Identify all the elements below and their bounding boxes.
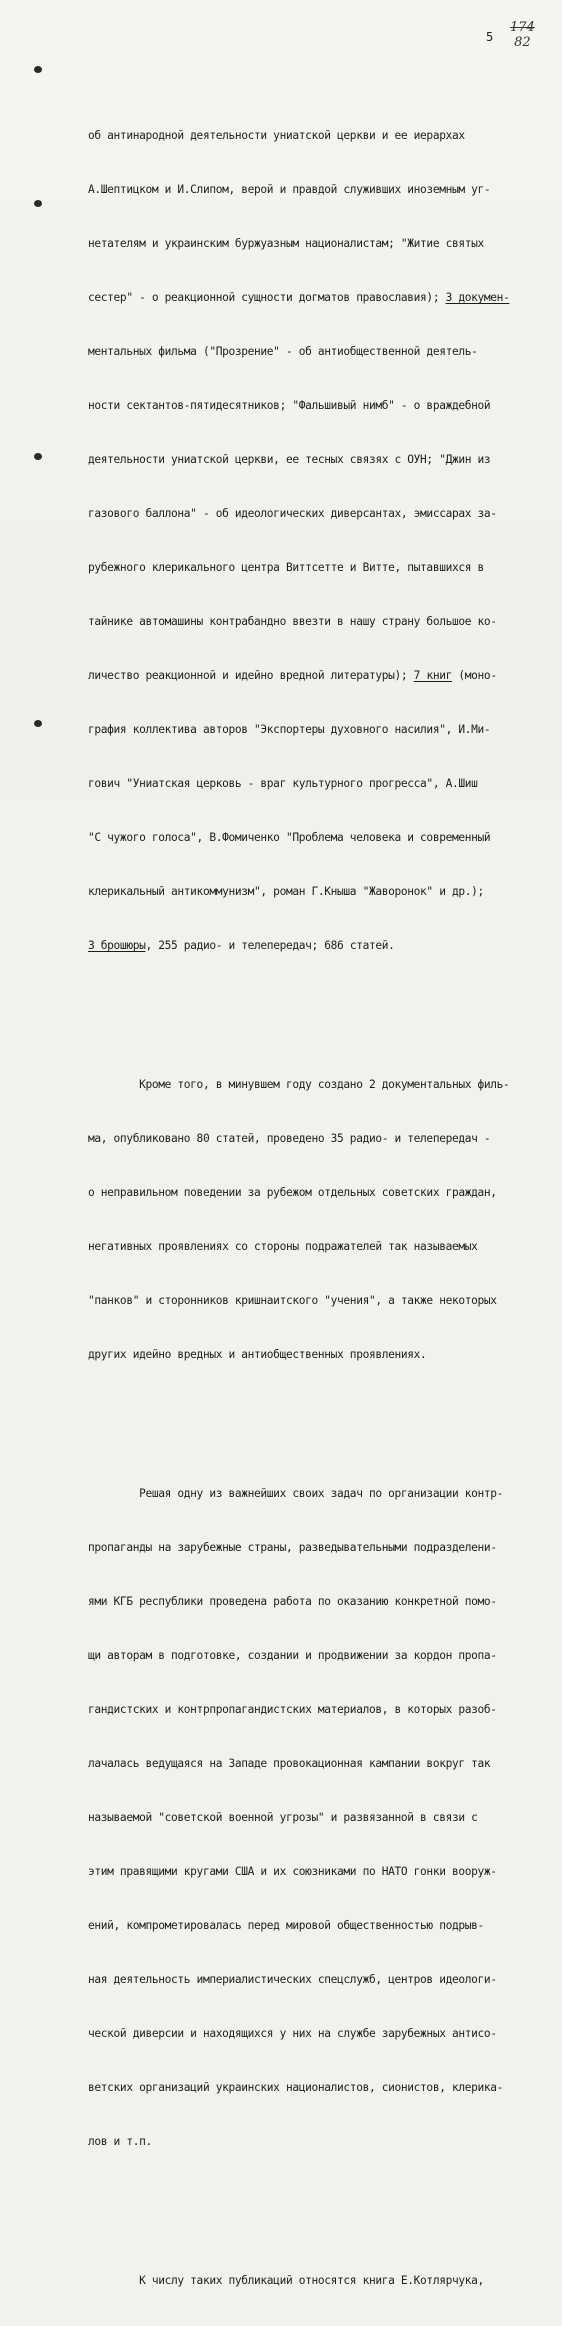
text-line (88, 667, 528, 685)
text-line: газового баллона" - об идеологических диверсантах, эмиссарах за- (88, 507, 497, 520)
text-line: ности сектантов-пятидесятников; "Фальшивый нимб" - о враждебной (88, 399, 491, 412)
page-number: 5 (486, 30, 494, 44)
text-line: графия коллектива авторов "Экспортеры духовного насилия", И.Ми- (88, 723, 491, 736)
text-line: этим правящими кругами США и их союзниками по НАТО гонки вооруж- (88, 1865, 497, 1878)
text-line: ная деятельность империалистических спецслужб, центров идеологи- (88, 1973, 497, 1986)
underlined-count: 3 докумен- (445, 291, 510, 304)
text-line: об антинародной деятельности униатской церкви и ее иерархах (88, 129, 465, 142)
text-line: рубежного клерикального центра Виттсетте и Витте, пытавшихся в (88, 561, 484, 574)
text-line: ментальных фильма ("Прозрение" - об антиобщественной деятель- (88, 345, 478, 358)
text-line: Решая одну из важнейших своих задач по организации контр- (88, 1487, 504, 1500)
archive-folio-number (510, 20, 535, 50)
text-line: других идейно вредных и антиобщественных проявлениях. (88, 1348, 427, 1361)
text-line: ений, компрометировалась перед мировой общественностью подрыв- (88, 1919, 484, 1932)
text-segment: сестер" - о реакционной сущности догматов православия); (88, 291, 446, 304)
text-line: А.Шептицком и И.Слипом, верой и правдой служивших иноземным уг- (88, 183, 491, 196)
text-line: деятельности униатской церкви, ее тесных связях с ОУН; "Джин из (88, 453, 491, 466)
text-line: пропаганды на зарубежные страны, разведывательными подразделени- (88, 1541, 497, 1554)
text-line: ветских организаций украинских националистов, сионистов, клерика- (88, 2081, 504, 2094)
text-line: "С чужого голоса", В.Фомиченко "Проблема человека и современный (88, 831, 491, 844)
text-line: нетателям и украинским буржуазным националистам; "Житие святых (88, 237, 484, 250)
text-line: о неправильном поведении за рубежом отдельных советских граждан, (88, 1186, 497, 1199)
text-line (88, 937, 528, 955)
underlined-count: 7 книг (413, 669, 452, 682)
text-line: гович "Униатская церковь - враг культурного прогресса", А.Шиш (88, 777, 478, 790)
text-line: ческой диверсии и находящихся у них на службе зарубежных антисо- (88, 2027, 497, 2040)
text-line: лов и т.п. (88, 2135, 152, 2148)
text-line: ма, опубликовано 80 статей, проведено 35 радио- и телепередач - (88, 1132, 491, 1145)
binder-hole (34, 720, 42, 727)
underlined-count: 3 брошюры (88, 939, 146, 952)
text-line: тайнике автомашины контрабандно ввезти в нашу страну большое ко- (88, 615, 497, 628)
document-body (88, 73, 528, 2326)
text-line (88, 289, 528, 307)
binder-hole (34, 200, 42, 207)
text-segment: , 255 радио- и телепередач; 686 статей. (145, 939, 395, 952)
text-line: лачалась ведущаяся на Западе провокационная кампании вокруг так (88, 1757, 491, 1770)
text-line: "панков" и сторонников кришнаитского "учения", а также некоторых (88, 1294, 497, 1307)
text-line: негативных проявлениях со стороны подражателей так называемых (88, 1240, 478, 1253)
text-line: Кроме того, в минувшем году создано 2 документальных филь- (88, 1078, 510, 1091)
text-segment: личество реакционной и идейно вредной литературы); (88, 669, 414, 682)
archive-number-crossed: 174 (510, 20, 535, 35)
binder-hole (34, 453, 42, 460)
text-line: К числу таких публикаций относятся книга Е.Котлярчука, (88, 2274, 484, 2287)
text-line: щи авторам в подготовке, создании и продвижении за кордон пропа- (88, 1649, 497, 1662)
text-line: называемой "советской военной угрозы" и развязанной в связи с (88, 1811, 478, 1824)
archive-number: 82 (514, 35, 531, 50)
text-line: гандистских и контрпропагандистских материалов, в которых разоб- (88, 1703, 497, 1716)
text-line: клерикальный антикоммунизм", роман Г.Кныша "Жаворонок" и др.); (88, 885, 484, 898)
text-segment: (моно- (452, 669, 497, 682)
text-line: ями КГБ республики проведена работа по оказанию конкретной помо- (88, 1595, 497, 1608)
binder-hole (34, 66, 42, 73)
